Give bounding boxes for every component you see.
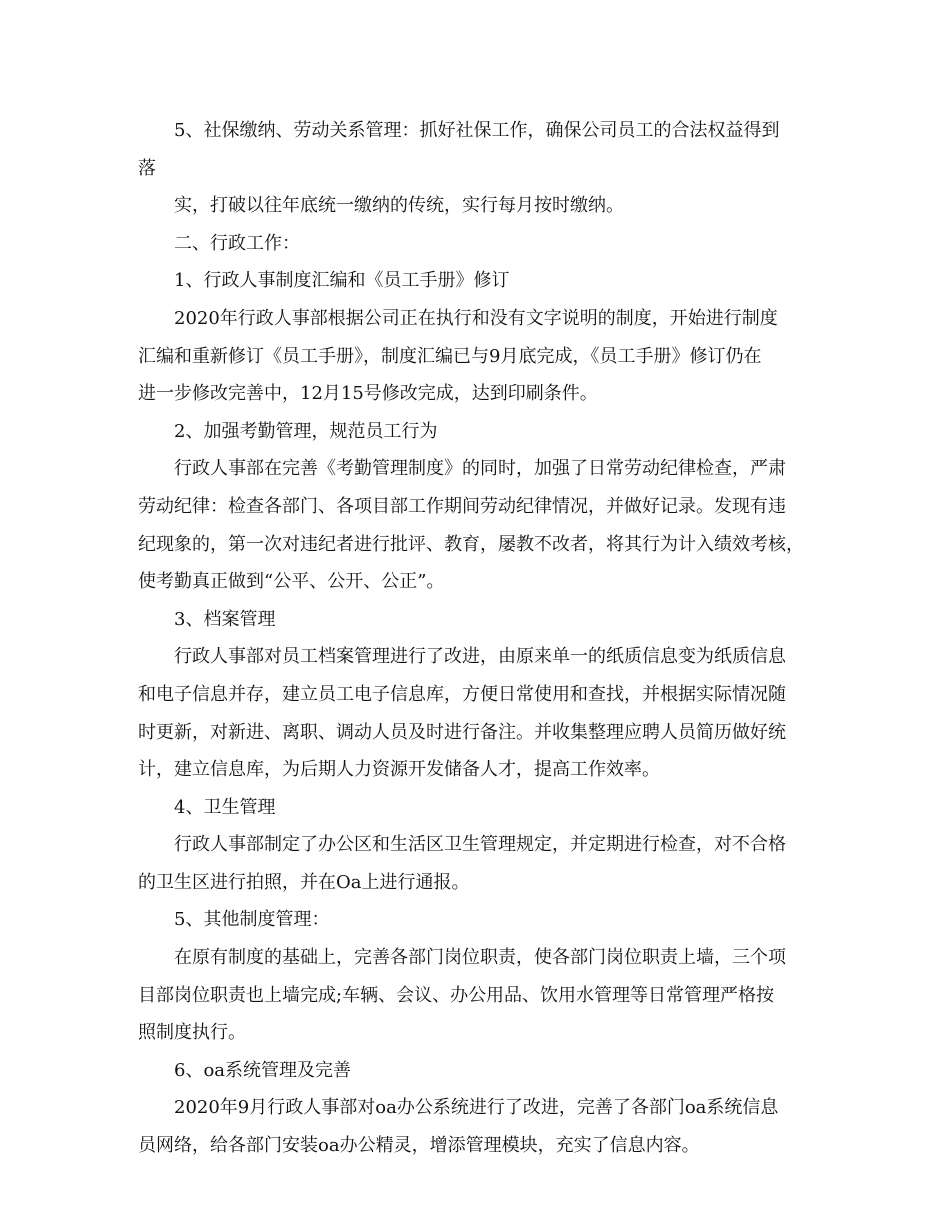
text-line: 行政人事部在完善《考勤管理制度》的同时，加强了日常劳动纪律检查，严肃 [174,458,786,480]
text-line: 和电子信息并存，建立员工电子信息库，方便日常使用和查找，并根据实际情况随 [138,683,786,705]
text-line: 照制度执行。 [138,1022,246,1044]
text-line: 2020年行政人事部根据公司正在执行和没有文字说明的制度，开始进行制度 [174,307,778,329]
text-line: 行政人事部制定了办公区和生活区卫生管理规定，并定期进行检查，对不合格 [174,834,786,856]
text-line: 在原有制度的基础上，完善各部门岗位职责，使各部门岗位职责上墙，三个项 [174,947,786,969]
text-line: 落 [138,157,156,179]
text-line: 汇编和重新修订《员工手册》，制度汇编已与9月底完成，《员工手册》修订仍在 [138,345,762,367]
text-line: 4、卫生管理 [174,796,276,818]
text-line: 实，打破以往年底统一缴纳的传统，实行每月按时缴纳。 [174,195,624,217]
text-line: 6、oa系统管理及完善 [174,1059,352,1081]
document-body [138,112,818,1165]
text-line: 1、行政人事制度汇编和《员工手册》修订 [174,270,510,292]
text-line: 的卫生区进行拍照，并在Oa上进行通报。 [138,871,470,893]
text-line: 员网络，给各部门安装oa办公精灵，增添管理模块，充实了信息内容。 [138,1135,700,1157]
text-line: 3、档案管理 [174,608,276,630]
text-line: 时更新，对新进、离职、调动人员及时进行备注。并收集整理应聘人员简历做好统 [138,721,786,743]
text-line: 纪现象的，第一次对违纪者进行批评、教育，屡教不改者，将其行为计入绩效考核， [138,533,804,555]
text-line: 5、社保缴纳、劳动关系管理：抓好社保工作，确保公司员工的合法权益得到 [174,120,780,141]
text-line: 5、其他制度管理： [174,909,330,931]
text-line: 二、行政工作： [174,232,300,254]
text-line: 劳动纪律：检查各部门、各项目部工作期间劳动纪律情况，并做好记录。发现有违 [138,495,786,517]
text-line: 2020年9月行政人事部对oa办公系统进行了改进，完善了各部门oa系统信息 [174,1097,779,1119]
text-line: 2、加强考勤管理，规范员工行为 [174,420,438,442]
text-line: 计，建立信息库，为后期人力资源开发储备人才，提高工作效率。 [138,759,660,781]
text-line: 使考勤真正做到“公平、公开、公正”。 [138,571,445,593]
text-line: 行政人事部对员工档案管理进行了改进，由原来单一的纸质信息变为纸质信息 [174,646,786,668]
text-line: 目部岗位职责也上墙完成;车辆、会议、办公用品、饮用水管理等日常管理严格按 [138,984,775,1006]
text-line: 进一步修改完善中，12月15号修改完成，达到印刷条件。 [138,383,598,405]
